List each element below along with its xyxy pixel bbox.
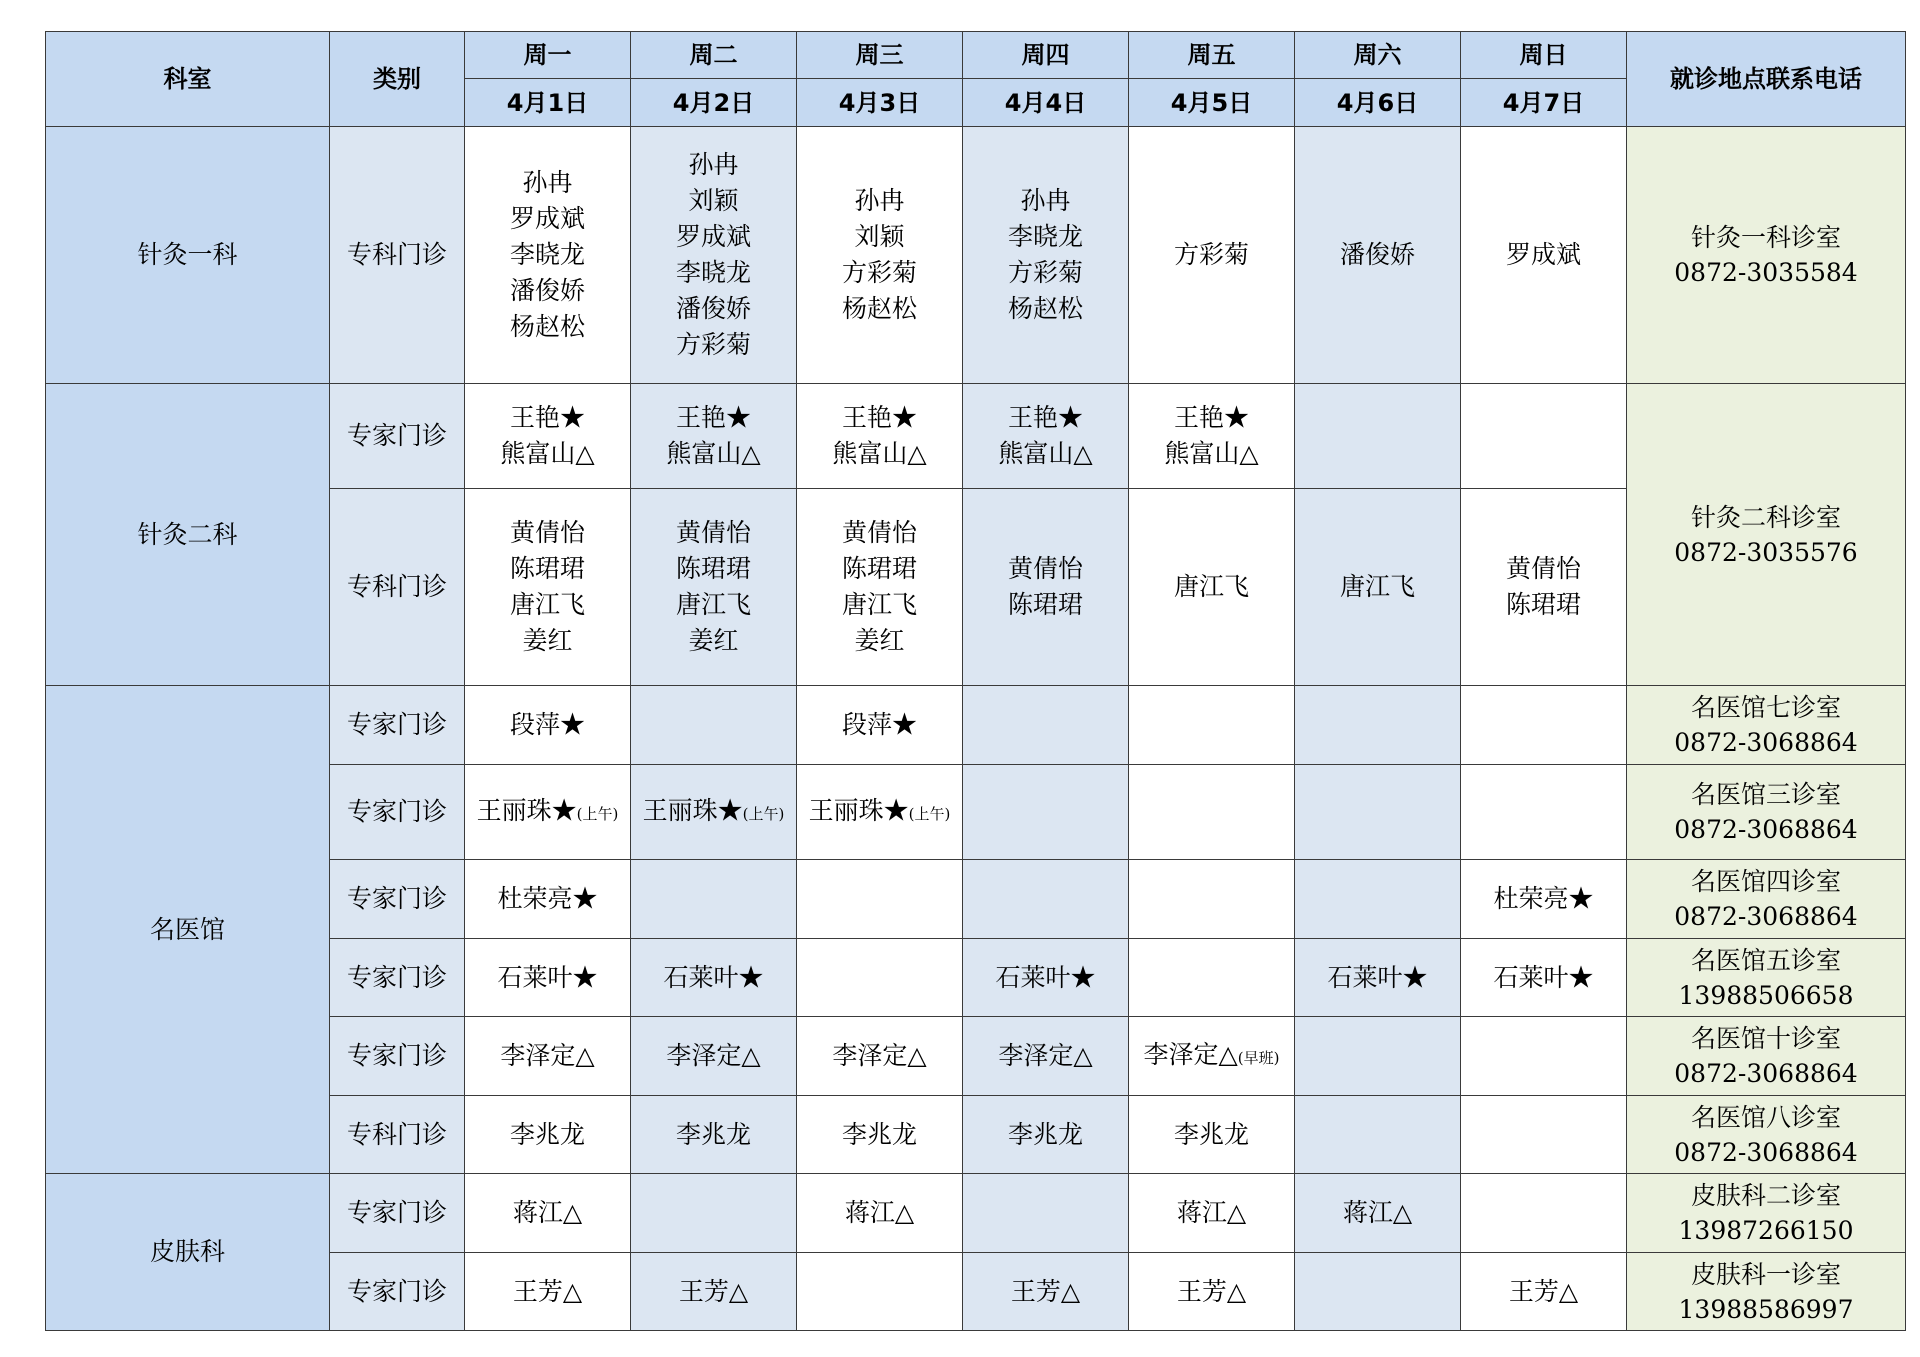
doctor-name: 李晓龙 [675, 258, 751, 287]
doctor-name: 陈珺珺 [841, 554, 917, 583]
doctor-name: 陈珺珺 [1007, 590, 1083, 619]
schedule-cell [631, 860, 797, 939]
doctor-name: 段萍★ [841, 710, 917, 739]
location-cell [1627, 1253, 1906, 1331]
doctor-name: 李泽定△ [832, 1041, 927, 1070]
doctor-name: 李兆龙 [841, 1119, 917, 1149]
doctor-name: 陈珺珺 [1505, 590, 1581, 619]
doctor-name: 刘颖 [688, 186, 739, 215]
doctor-name: 黄倩怡 [675, 518, 751, 547]
schedule-cell [963, 1174, 1129, 1253]
doctor-name: 王芳△ [678, 1276, 749, 1306]
category-cell: 专科门诊 [330, 127, 465, 384]
doctor-name: 孙冉 [1020, 186, 1071, 215]
doctor-name: 姜红 [688, 626, 739, 655]
header-weekday: 周日 [1461, 32, 1627, 79]
schedule-cell [963, 860, 1129, 939]
schedule-cell [963, 384, 1129, 489]
header-date: 4月2日 [631, 79, 797, 127]
schedule-cell [465, 1096, 631, 1174]
schedule-cell [631, 686, 797, 765]
schedule-cell [797, 1096, 963, 1174]
category-cell: 专家门诊 [330, 1253, 465, 1331]
schedule-cell [631, 489, 797, 686]
doctor-name: 王艳★ [1007, 403, 1083, 432]
doctor-name: 李晓龙 [509, 240, 585, 269]
header-date: 4月4日 [963, 79, 1129, 127]
doctor-name: 王艳★ [841, 403, 917, 432]
location-cell [1627, 1174, 1906, 1253]
room-name: 名医馆七诊室 [1690, 693, 1841, 722]
doctor-name: 石莱叶★ [663, 962, 764, 992]
schedule-cell [1129, 1253, 1295, 1331]
doctor-name: 李泽定△ [666, 1041, 761, 1070]
location-cell [1627, 686, 1906, 765]
doctor-name: 王丽珠★(上午) [808, 795, 951, 825]
table-row [46, 384, 1906, 489]
schedule-cell [465, 489, 631, 686]
schedule-cell [1461, 127, 1627, 384]
header-date: 4月7日 [1461, 79, 1627, 127]
schedule-cell [963, 489, 1129, 686]
header-location: 就诊地点联系电话 [1627, 32, 1906, 127]
category-cell: 专家门诊 [330, 765, 465, 860]
phone-number: 0872-3068864 [1674, 815, 1858, 844]
header-weekday: 周一 [465, 32, 631, 79]
room-name: 名医馆三诊室 [1690, 780, 1841, 809]
doctor-name: 李兆龙 [1173, 1119, 1249, 1149]
room-name: 名医馆四诊室 [1690, 867, 1841, 896]
doctor-name: 李兆龙 [509, 1119, 585, 1149]
room-name: 针灸二科诊室 [1690, 502, 1841, 532]
doctor-name: 陈珺珺 [675, 554, 751, 583]
shift-note: (上午) [742, 804, 785, 823]
room-name: 针灸一科诊室 [1690, 223, 1841, 252]
location-cell [1627, 939, 1906, 1017]
header-weekday: 周三 [797, 32, 963, 79]
schedule-cell [1129, 860, 1295, 939]
doctor-name: 唐江飞 [1339, 572, 1415, 601]
schedule-cell [1129, 686, 1295, 765]
doctor-name: 唐江飞 [1173, 572, 1249, 601]
schedule-cell [1129, 127, 1295, 384]
doctor-name: 熊富山△ [1164, 439, 1259, 468]
doctor-name: 潘俊娇 [1339, 240, 1415, 269]
schedule-cell [631, 939, 797, 1017]
doctor-name: 杜荣亮★ [497, 884, 598, 913]
schedule-cell [963, 1017, 1129, 1096]
schedule-cell [1129, 939, 1295, 1017]
header-category: 类别 [330, 32, 465, 127]
dept-cell: 名医馆 [46, 686, 330, 1174]
room-name: 名医馆五诊室 [1690, 945, 1841, 975]
schedule-cell [963, 765, 1129, 860]
schedule-cell [1129, 1017, 1295, 1096]
header-weekday: 周五 [1129, 32, 1295, 79]
doctor-name: 王芳△ [1176, 1276, 1247, 1306]
doctor-name: 刘颖 [854, 222, 905, 251]
doctor-name: 姜红 [522, 626, 573, 655]
doctor-name: 李兆龙 [675, 1119, 751, 1149]
dept-cell: 针灸二科 [46, 384, 330, 686]
schedule-cell [1461, 1017, 1627, 1096]
schedule-cell [797, 686, 963, 765]
doctor-name: 李泽定△ [998, 1041, 1093, 1070]
schedule-cell [797, 939, 963, 1017]
doctor-name: 王芳△ [1508, 1276, 1579, 1306]
shift-note: (早班) [1237, 1048, 1280, 1067]
schedule-cell [1129, 765, 1295, 860]
schedule-cell [1295, 1096, 1461, 1174]
doctor-name: 孙冉 [854, 186, 905, 215]
category-cell: 专家门诊 [330, 686, 465, 765]
phone-number: 0872-3068864 [1674, 1059, 1858, 1088]
header-row-weekdays [46, 32, 1906, 79]
phone-number: 13988506658 [1678, 980, 1854, 1010]
doctor-name: 蒋江△ [844, 1198, 915, 1227]
category-cell: 专科门诊 [330, 1096, 465, 1174]
location-cell [1627, 384, 1906, 686]
doctor-name: 潘俊娇 [509, 276, 585, 305]
doctor-name: 熊富山△ [666, 439, 761, 468]
doctor-name: 王芳△ [1010, 1276, 1081, 1306]
header-date: 4月1日 [465, 79, 631, 127]
doctor-name: 蒋江△ [1176, 1198, 1247, 1227]
doctor-name: 李泽定△ [500, 1041, 595, 1070]
schedule-cell [1461, 686, 1627, 765]
header-weekday: 周六 [1295, 32, 1461, 79]
doctor-name: 蒋江△ [512, 1198, 583, 1227]
doctor-name: 王丽珠★(上午) [642, 795, 785, 825]
doctor-name: 唐江飞 [841, 590, 917, 619]
phone-number: 13987266150 [1678, 1216, 1854, 1245]
header-date: 4月5日 [1129, 79, 1295, 127]
schedule-cell [465, 127, 631, 384]
doctor-name: 熊富山△ [998, 439, 1093, 468]
category-cell: 专家门诊 [330, 860, 465, 939]
schedule-cell [1129, 384, 1295, 489]
location-cell [1627, 765, 1906, 860]
room-name: 皮肤科一诊室 [1690, 1259, 1841, 1289]
doctor-name: 罗成斌 [1505, 240, 1581, 269]
doctor-name: 姜红 [854, 626, 905, 655]
doctor-name: 李兆龙 [1007, 1119, 1083, 1149]
category-cell: 专科门诊 [330, 489, 465, 686]
schedule-cell [1295, 384, 1461, 489]
doctor-name: 唐江飞 [675, 590, 751, 619]
location-cell [1627, 1096, 1906, 1174]
schedule-cell [631, 1253, 797, 1331]
doctor-name: 熊富山△ [832, 439, 927, 468]
schedule-cell [1295, 127, 1461, 384]
dept-cell: 皮肤科 [46, 1174, 330, 1331]
doctor-name: 孙冉 [522, 168, 573, 197]
schedule-cell [1295, 489, 1461, 686]
category-cell: 专家门诊 [330, 1174, 465, 1253]
doctor-name: 黄倩怡 [509, 518, 585, 547]
doctor-name: 杜荣亮★ [1493, 884, 1594, 913]
schedule-cell [1295, 939, 1461, 1017]
schedule-cell [1461, 939, 1627, 1017]
schedule-cell [1129, 489, 1295, 686]
doctor-name: 李晓龙 [1007, 222, 1083, 251]
header-date: 4月6日 [1295, 79, 1461, 127]
header-dept: 科室 [46, 32, 330, 127]
schedule-cell [1295, 686, 1461, 765]
schedule-cell [797, 765, 963, 860]
schedule-cell [963, 1096, 1129, 1174]
doctor-name: 王丽珠★(上午) [476, 795, 619, 825]
schedule-cell [797, 1253, 963, 1331]
schedule-cell [1461, 765, 1627, 860]
phone-number: 13988586997 [1678, 1294, 1854, 1324]
dept-cell: 针灸一科 [46, 127, 330, 384]
shift-note: (上午) [576, 804, 619, 823]
outpatient-schedule-table [45, 31, 1906, 1331]
schedule-cell [797, 1017, 963, 1096]
room-name: 名医馆八诊室 [1690, 1102, 1841, 1132]
doctor-name: 石莱叶★ [995, 962, 1096, 992]
category-cell: 专家门诊 [330, 1017, 465, 1096]
schedule-cell [465, 1253, 631, 1331]
schedule-cell [1295, 1174, 1461, 1253]
doctor-name: 黄倩怡 [841, 518, 917, 547]
doctor-name: 王芳△ [512, 1276, 583, 1306]
schedule-cell [1129, 1174, 1295, 1253]
phone-number: 0872-3068864 [1674, 902, 1858, 931]
table-row [46, 686, 1906, 765]
doctor-name: 黄倩怡 [1007, 554, 1083, 583]
schedule-cell [1461, 384, 1627, 489]
phone-number: 0872-3035576 [1674, 537, 1858, 567]
doctor-name: 孙冉 [688, 150, 739, 179]
schedule-cell [465, 1017, 631, 1096]
doctor-name: 陈珺珺 [509, 554, 585, 583]
doctor-name: 杨赵松 [509, 312, 585, 341]
doctor-name: 唐江飞 [509, 590, 585, 619]
doctor-name: 王艳★ [1173, 403, 1249, 432]
schedule-cell [631, 1174, 797, 1253]
doctor-name: 石莱叶★ [1493, 962, 1594, 992]
shift-note: (上午) [908, 804, 951, 823]
location-cell [1627, 127, 1906, 384]
schedule-cell [631, 1017, 797, 1096]
schedule-cell [1129, 1096, 1295, 1174]
location-cell [1627, 1017, 1906, 1096]
doctor-name: 杨赵松 [1007, 294, 1083, 323]
schedule-cell [465, 939, 631, 1017]
schedule-cell [797, 1174, 963, 1253]
schedule-cell [465, 384, 631, 489]
schedule-cell [465, 686, 631, 765]
table-row [46, 1174, 1906, 1253]
schedule-cell [1295, 1253, 1461, 1331]
phone-number: 0872-3068864 [1674, 728, 1858, 757]
schedule-cell [465, 1174, 631, 1253]
doctor-name: 熊富山△ [500, 439, 595, 468]
schedule-cell [465, 860, 631, 939]
doctor-name: 蒋江△ [1342, 1198, 1413, 1227]
doctor-name: 罗成斌 [509, 204, 585, 233]
schedule-cell [631, 127, 797, 384]
schedule-cell [797, 489, 963, 686]
doctor-name: 石莱叶★ [1327, 962, 1428, 992]
doctor-name: 杨赵松 [841, 294, 917, 323]
schedule-cell [797, 860, 963, 939]
schedule-cell [1461, 860, 1627, 939]
doctor-name: 方彩菊 [1007, 258, 1083, 287]
doctor-name: 潘俊娇 [675, 294, 751, 323]
table-row [46, 127, 1906, 384]
doctor-name: 罗成斌 [675, 222, 751, 251]
schedule-cell [797, 384, 963, 489]
room-name: 名医馆十诊室 [1690, 1024, 1841, 1053]
category-cell: 专家门诊 [330, 384, 465, 489]
doctor-name: 王艳★ [509, 403, 585, 432]
doctor-name: 李泽定△(早班) [1143, 1039, 1280, 1069]
schedule-cell [1461, 1174, 1627, 1253]
doctor-name: 方彩菊 [675, 330, 751, 359]
doctor-name: 方彩菊 [1173, 240, 1249, 269]
doctor-name: 方彩菊 [841, 258, 917, 287]
schedule-cell [1461, 1253, 1627, 1331]
phone-number: 0872-3068864 [1674, 1137, 1858, 1167]
header-weekday: 周四 [963, 32, 1129, 79]
schedule-cell [963, 939, 1129, 1017]
schedule-cell [1295, 860, 1461, 939]
schedule-cell [1461, 1096, 1627, 1174]
schedule-cell [631, 765, 797, 860]
schedule-cell [1461, 489, 1627, 686]
schedule-cell [465, 765, 631, 860]
schedule-cell [1295, 1017, 1461, 1096]
doctor-name: 段萍★ [509, 710, 585, 739]
header-date: 4月3日 [797, 79, 963, 127]
room-name: 皮肤科二诊室 [1690, 1181, 1841, 1210]
schedule-cell [963, 127, 1129, 384]
doctor-name: 石莱叶★ [497, 962, 598, 992]
schedule-cell [631, 1096, 797, 1174]
location-cell [1627, 860, 1906, 939]
schedule-cell [1295, 765, 1461, 860]
schedule-cell [963, 1253, 1129, 1331]
category-cell: 专家门诊 [330, 939, 465, 1017]
doctor-name: 黄倩怡 [1505, 554, 1581, 583]
header-weekday: 周二 [631, 32, 797, 79]
schedule-cell [631, 384, 797, 489]
doctor-name: 王艳★ [675, 403, 751, 432]
phone-number: 0872-3035584 [1674, 258, 1858, 287]
schedule-cell [963, 686, 1129, 765]
schedule-cell [797, 127, 963, 384]
